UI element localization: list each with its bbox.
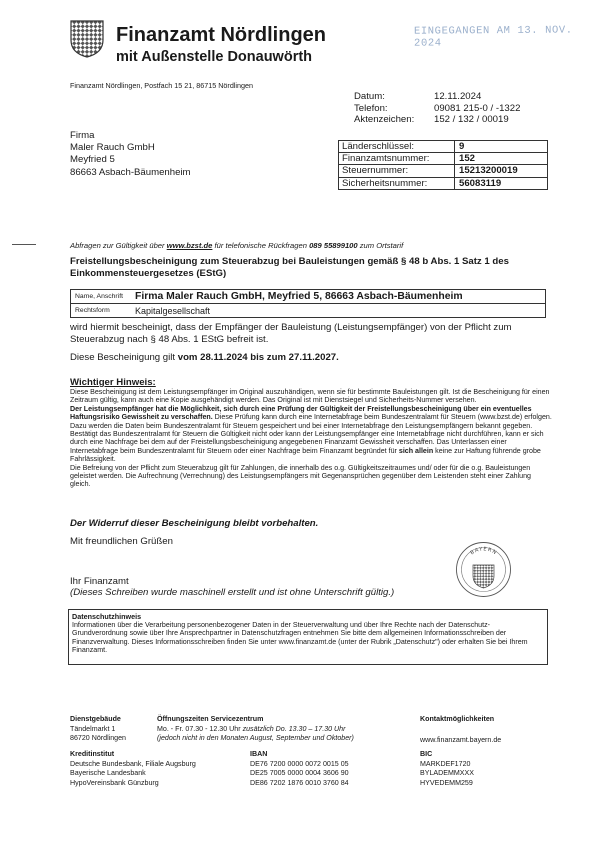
meta-label: Telefon: — [354, 102, 388, 114]
closing-greeting: Mit freundlichen Grüßen — [70, 536, 173, 547]
footer-iban — [250, 750, 349, 788]
bic-title: BIC — [420, 750, 433, 758]
hint-paragraph-2 — [70, 405, 552, 464]
legal-form-value: Kapitalgesellschaft — [135, 305, 211, 316]
recipient-address — [70, 130, 191, 179]
recipient-line: Meyfried 5 — [70, 154, 115, 166]
contact-url[interactable]: www.finanzamt.bayern.de — [420, 735, 502, 744]
key-label: Länderschlüssel: — [339, 141, 455, 152]
bank-name: Deutsche Bundesbank, Filiale Augsburg — [70, 759, 196, 768]
meta-label: Aktenzeichen: — [354, 114, 415, 125]
footer-hours-line — [157, 725, 354, 735]
validity-dates: vom 28.11.2024 bis zum 27.11.2027. — [177, 352, 339, 363]
meta-row-date — [354, 91, 520, 103]
key-label: Sicherheitsnummer: — [339, 178, 455, 189]
document-title: Freistellungsbescheinigung zum Steuerabzug bei Bauleistungen gemäß § 48 b Abs. 1 Satz 1 des Einkommensteuergesetzes (EStG) — [70, 256, 509, 279]
privacy-title: Datenschutzhinweis — [72, 612, 142, 621]
iban-title: IBAN — [250, 750, 268, 758]
query-middle: für telefonische Rückfragen — [212, 241, 310, 250]
footer-building-title: Dienstgebäude — [70, 715, 121, 723]
hours-thursday: zusätzlich Do. 13.30 – 17.30 Uhr — [242, 724, 346, 733]
hint-text — [70, 388, 552, 489]
fold-mark — [12, 244, 36, 245]
svg-text:BAYERN — [470, 546, 498, 556]
meta-label: Datum: — [354, 91, 385, 102]
validity-prefix: Diese Bescheinigung gilt — [70, 352, 178, 363]
recipient-line: Firma — [70, 130, 95, 141]
your-tax-office: Ihr Finanzamt — [70, 576, 129, 587]
hint-paragraph-1: Diese Bescheinigung ist dem Leistungsempfänger im Original auszuhändigen, wenn sie für bestimmte Bauleistungen gilt. Ist die Bescheinigung für einen Zeitraum gültig, kann auch eine Kopie ausgehändigt werden. Das Original ist mit Dienstsiegel und Sicherheits-Nummer versehen. — [70, 388, 550, 405]
meta-value: 152 / 132 / 00019 — [434, 114, 509, 125]
key-row — [339, 165, 547, 177]
footer-building-line: Tändelmarkt 1 — [70, 724, 116, 733]
machine-generated-note: (Dieses Schreiben wurde maschinell erstellt und ist ohne Unterschrift gültig.) — [70, 587, 395, 598]
hours-weekdays: Mo. - Fr. 07.30 - 12.30 Uhr — [157, 724, 243, 733]
key-row — [339, 178, 547, 189]
tax-keys-table — [338, 140, 548, 190]
iban-value: DE25 7005 0000 0004 3606 90 — [250, 769, 349, 778]
bank-title: Kreditinstitut — [70, 750, 115, 758]
bic-value: BYLADEMMXXX — [420, 769, 475, 778]
footer-building — [70, 715, 126, 744]
meta-block — [354, 91, 520, 126]
office-subtitle: mit Außenstelle Donauwörth — [116, 49, 313, 65]
key-row — [339, 141, 547, 153]
hint-text-part: Diese Prüfung kann durch eine Internetabfrage beim Bundeszentralamt für Steuern (www.bzst.de) erfolgen. Dazu werden die Daten beim Bundeszentralamt für Steuern gespeichert und bei einer Internetabfrage den Leistungsempfängern bekannt gegeben. Bestätigt das Bundeszentralamt für Steuern die Gültigkeit nicht oder kann der Leistungsempfänger eine Internetabfrage nicht durchführen, kann er sich durch eine Nachfrage bei dem auf der Freistellungsbescheinigung angegebenen Finanzamt Gewissheit verschaffen. Das Unterlassen einer Internetabfrage beim Bundeszentralamt für Steuern oder einer Nachfrage beim Finanzamt begründet für — [70, 413, 552, 455]
seal-text: BAYERN — [469, 546, 498, 557]
key-row — [339, 153, 547, 165]
official-seal — [455, 541, 512, 598]
query-prefix: Abfragen zur Gültigkeit über — [70, 241, 167, 250]
key-value: 152 — [459, 153, 476, 165]
iban-value: DE76 7200 0000 0072 0015 05 — [250, 759, 349, 768]
meta-row-reference — [354, 114, 520, 126]
key-value: 9 — [459, 141, 465, 152]
footer-hours — [157, 715, 354, 744]
bic-value: HYVEDEMM259 — [420, 778, 473, 787]
meta-row-phone — [354, 103, 520, 115]
key-label: Steuernummer: — [339, 165, 455, 176]
key-value: 56083119 — [459, 177, 502, 189]
footer-contact-title: Kontaktmöglichkeiten — [420, 715, 495, 723]
received-stamp: EINGEGANGEN AM 13. NOV. 2024 — [413, 24, 573, 50]
hint-paragraph-3: Die Befreiung von der Pflicht zum Steuerabzug gilt für Zahlungen, die innerhalb des o.g. Gültigkeitszeitraumes und/ oder für die o.g. Bauleistungen geleistet werden. Die Aufrechnung (Verrechnung) des Leistungsempfängers mit Gegenansprüchen gegenüber dem Leistenden steht einer Zahlung gleich. — [70, 463, 531, 489]
company-name-value: Firma Maler Rauch GmbH, Meyfried 5, 86663 Asbach-Bäumenheim — [135, 291, 463, 302]
certification-text: wird hiermit bescheinigt, dass der Empfänger der Bauleistung (Leistungsempfänger) von der Pflicht zum Steuerabzug nach § 48 Abs. 1 EStG befreit ist. — [70, 322, 512, 345]
meta-value: 12.11.2024 — [434, 91, 482, 102]
signature-block — [70, 576, 394, 598]
bzst-link[interactable]: www.bzst.de — [166, 241, 213, 250]
legal-form-row — [71, 304, 545, 317]
meta-value: 09081 215-0 / -1322 — [434, 102, 521, 114]
sender-line: Finanzamt Nördlingen, Postfach 15 21, 86715 Nördlingen — [70, 81, 253, 90]
bank-name: HypoVereinsbank Günzburg — [70, 778, 159, 787]
key-label: Finanzamtsnummer: — [339, 153, 455, 164]
recipient-line: Maler Rauch GmbH — [70, 142, 155, 154]
hint-text-part: keine zur Haftung führende grobe Fahrlässigkeit. — [70, 446, 541, 464]
hint-bold: sich allein — [398, 446, 434, 455]
query-phone: 089 55899100 — [309, 241, 358, 250]
validity-period — [70, 352, 339, 363]
company-name-label: Name, Anschrift — [75, 293, 123, 300]
footer-bic — [420, 750, 474, 788]
bank-name: Bayerische Landesbank — [70, 769, 146, 778]
hint-bold: Der Leistungsempfänger hat die Möglichkeit, sich durch eine Prüfung der Gültigkeit der Freistellungsbescheinigung über ein eventuelles Haftungsrisiko Gewissheit zu verschaffen. — [70, 404, 532, 422]
footer-banks — [70, 750, 196, 788]
bic-value: MARKDEF1720 — [420, 759, 471, 768]
footer-contact — [420, 715, 501, 745]
footer-hours-note: (jedoch nicht in den Monaten August, September und Oktober) — [157, 734, 354, 743]
privacy-text: Informationen über die Verarbeitung personenbezogener Daten in der Steuerverwaltung und über Ihre Rechte nach der Datenschutz-Grundverordnung sowie über Ihre Ansprechpartner in Datenschutzfragen entnehmen Sie bitte dem allgemeinen Informationsschreiben der Finanzverwaltung. Dieses Informationsschreiben finden Sie unter www.finanzamt.de (unter der Rubrik „Datenschutz") oder erhalten Sie bei Ihrem Finanzamt. — [72, 621, 528, 655]
iban-value: DE86 7202 1876 0010 3760 84 — [250, 778, 349, 787]
bavarian-coat-of-arms-logo — [70, 20, 104, 58]
recipient-line: 86663 Asbach-Bäumenheim — [70, 166, 191, 178]
footer-hours-title: Öffnungszeiten Servicezentrum — [157, 715, 264, 723]
key-value: 15213200019 — [459, 165, 518, 177]
company-table — [70, 289, 546, 318]
legal-form-label: Rechtsform — [75, 307, 110, 314]
footer-building-line: 86720 Nördlingen — [70, 734, 127, 743]
revocation-notice: Der Widerruf dieser Bescheinigung bleibt vorbehalten. — [70, 518, 319, 529]
office-name: Finanzamt Nördlingen — [116, 24, 326, 46]
validity-query-line — [70, 241, 403, 250]
company-name-row — [71, 290, 545, 304]
query-suffix: zum Ortstarif — [357, 241, 404, 250]
hint-title: Wichtiger Hinweis: — [70, 377, 156, 388]
